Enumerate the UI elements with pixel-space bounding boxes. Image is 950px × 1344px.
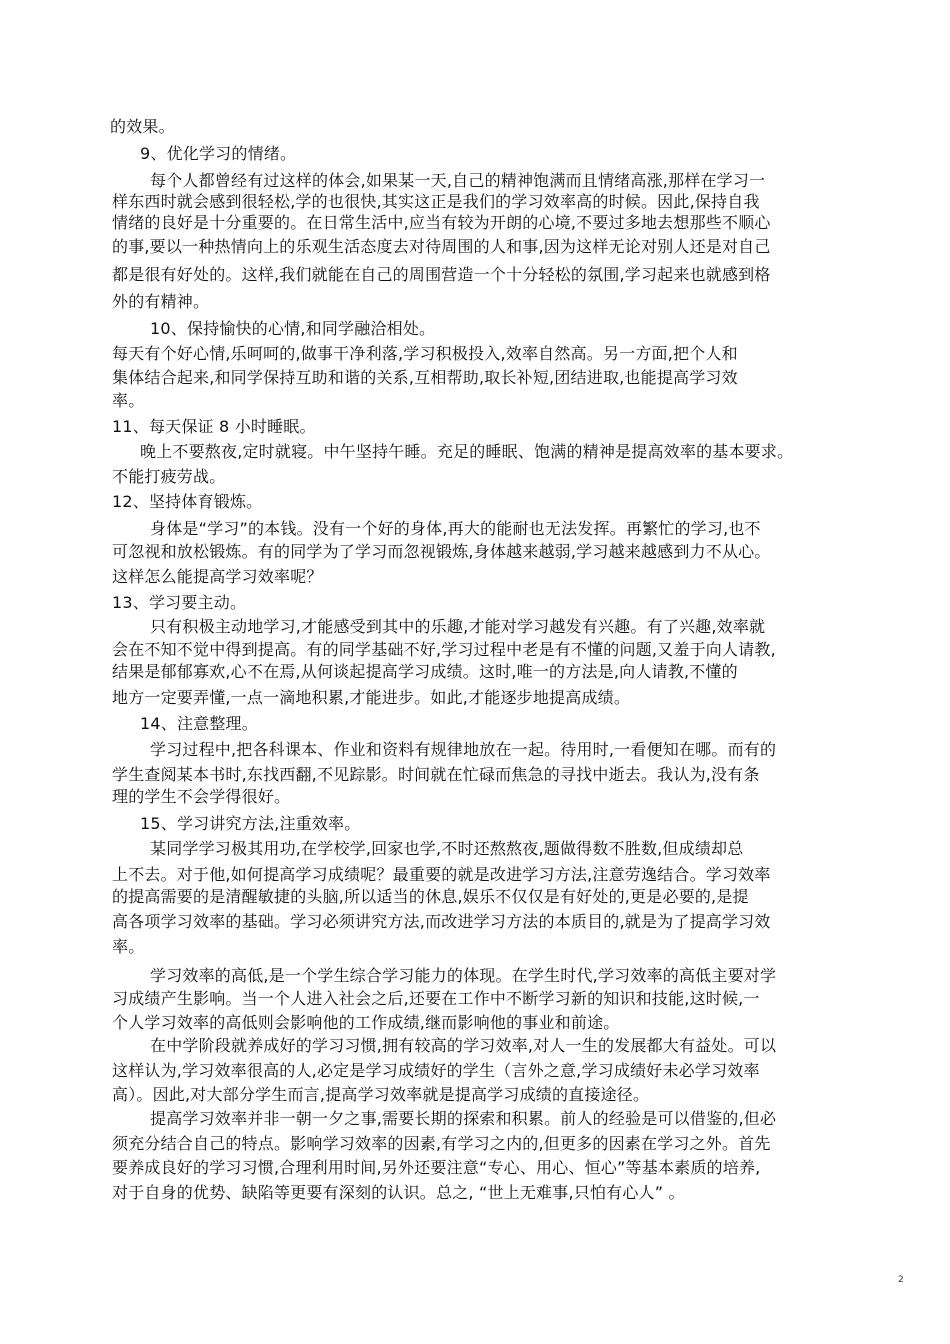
text-line: 15、学习讲究方法,注重效率。 <box>140 814 361 833</box>
text-line: 样东西时就会感到很轻松,学的也很快,其实这正是我们的学习效率高的时候。因此,保持自我 <box>112 192 760 211</box>
text-line: 某同学学习极其用功,在学校学,回家也学,不时还熬熬夜,题做得数不胜数,但成绩却总 <box>150 839 744 858</box>
text-line: 高各项学习效率的基础。学习必须讲究方法,而改进学习方法的本质目的,就是为了提高学习效 <box>112 912 771 931</box>
text-line: 9、优化学习的情绪。 <box>140 144 297 163</box>
text-line: 集体结合起来,和同学保持互助和谐的关系,互相帮助,取长补短,团结进取,也能提高学习效 <box>112 368 738 387</box>
text-line: 10、保持愉快的心情,和同学融洽相处。 <box>150 319 436 338</box>
text-line: 个人学习效率的高低则会影响他的工作成绩,继而影响他的事业和前途。 <box>112 1013 620 1032</box>
text-line: 地方一定要弄懂,一点一滴地积累,才能进步。如此,才能逐步地提高成绩。 <box>112 688 631 707</box>
text-line: 只有积极主动地学习,才能感受到其中的乐趣,才能对学习越发有兴趣。有了兴趣,效率就 <box>150 617 766 636</box>
text-line: 高）。因此,对大部分学生而言,提高学习效率就是提高学习成绩的直接途径。 <box>112 1085 650 1104</box>
text-line: 14、注意整理。 <box>140 714 258 733</box>
text-line: 要养成良好的学习习惯,合理利用时间,另外还要注意“专心、用心、恒心”等基本素质的培养, <box>112 1158 761 1177</box>
text-line: 13、学习要主动。 <box>112 593 247 612</box>
page-number: 2 <box>898 1275 904 1285</box>
text-line: 学生查阅某本书时,东找西翻,不见踪影。时间就在忙碌而焦急的寻找中逝去。我认为,没有条 <box>112 765 760 784</box>
text-line: 外的有精神。 <box>112 292 210 311</box>
text-line: 都是很有好处的。这样,我们就能在自己的周围营造一个十分轻松的氛围,学习起来也就感到格 <box>112 265 771 284</box>
text-line: 的事,要以一种热情向上的乐观生活态度去对待周围的人和事,因为这样无论对别人还是对自己 <box>112 237 771 256</box>
text-line: 上不去。对于他,如何提高学习成绩呢？最重要的就是改进学习方法,注意劳逸结合。学习效率 <box>112 865 771 884</box>
text-line: 在中学阶段就养成好的学习习惯,拥有较高的学习效率,对人一生的发展都大有益处。可以 <box>150 1036 777 1055</box>
text-line: 的效果。 <box>110 117 175 136</box>
text-line: 11、每天保证 8 小时睡眠。 <box>112 417 316 436</box>
text-line: 每个人都曾经有过这样的体会,如果某一天,自己的精神饱满而且情绪高涨,那样在学习一 <box>150 171 766 190</box>
text-line: 可忽视和放松锻炼。有的同学为了学习而忽视锻炼,身体越来越弱,学习越来越感到力不从心。 <box>112 542 771 561</box>
text-line: 情绪的良好是十分重要的。在日常生活中,应当有较为开朗的心境,不要过多地去想那些不顺心 <box>112 213 771 232</box>
text-line: 率。 <box>112 937 145 956</box>
text-line: 率。 <box>112 391 145 410</box>
text-line: 提高学习效率并非一朝一夕之事,需要长期的探索和积累。前人的经验是可以借鉴的,但必 <box>150 1109 777 1128</box>
text-line: 理的学生不会学得很好。 <box>112 787 291 806</box>
text-line: 学习过程中,把各科课本、作业和资料有规律地放在一起。待用时,一看便知在哪。而有的 <box>150 740 777 759</box>
text-line: 身体是“学习”的本钱。没有一个好的身体,再大的能耐也无法发挥。再繁忙的学习,也不 <box>150 519 761 538</box>
text-line: 12、坚持体育锻炼。 <box>112 492 263 511</box>
text-line: 结果是郁郁寡欢,心不在焉,从何谈起提高学习成绩。这时,唯一的方法是,向人请教,不懂的 <box>112 662 738 681</box>
text-line: 习成绩产生影响。当一个人进入社会之后,还要在工作中不断学习新的知识和技能,这时候,一 <box>112 989 760 1008</box>
text-line: 这样认为,学习效率很高的人,必定是学习成绩好的学生（言外之意,学习成绩好未必学习效率 <box>112 1061 760 1080</box>
text-line: 这样怎么能提高学习效率呢？ <box>112 567 323 586</box>
text-line: 会在不知不觉中得到提高。有的同学基础不好,学习过程中老是有不懂的问题,又羞于向人请教, <box>112 640 776 659</box>
text-line: 须充分结合自己的特点。影响学习效率的因素,有学习之内的,但更多的因素在学习之外。首先 <box>112 1134 771 1153</box>
text-line: 的提高需要的是清醒敏捷的头脑,所以适当的休息,娱乐不仅仅是有好处的,更是必要的,是提 <box>112 887 749 906</box>
text-line: 每天有个好心情,乐呵呵的,做事干净利落,学习积极投入,效率自然高。另一方面,把个人和 <box>112 344 738 363</box>
text-line: 晚上不要熬夜,定时就寝。中午坚持午睡。充足的睡眠、饱满的精神是提高效率的基本要求。 <box>140 442 794 461</box>
text-line: 不能打疲劳战。 <box>112 467 226 486</box>
text-line: 学习效率的高低,是一个学生综合学习能力的体现。在学生时代,学习效率的高低主要对学 <box>150 966 777 985</box>
text-line: 对于自身的优势、缺陷等更要有深刻的认识。总之, “世上无难事,只怕有心人” 。 <box>112 1183 685 1202</box>
